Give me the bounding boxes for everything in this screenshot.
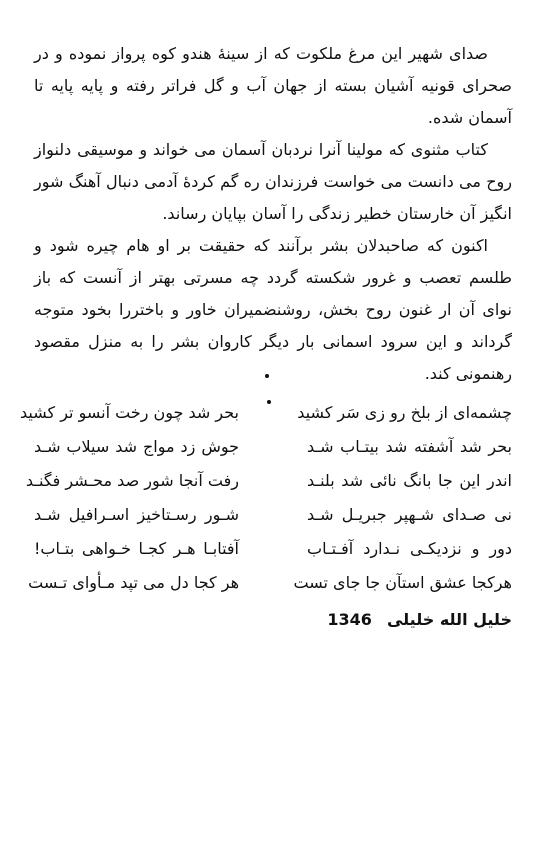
poem-couplet-4	[34, 498, 512, 532]
poem-couplet-6	[28, 566, 512, 600]
hemistich-left: آفتابـا هـر کجـا خـواهی بتـاب!	[34, 539, 239, 558]
poem-couplet-1	[20, 396, 512, 430]
hemistich-left: جوش زد مواج شد سیلاب شـد	[34, 437, 239, 456]
preface-text	[34, 38, 512, 390]
paragraph-2: کتاب مثنوی که مولینا آنرا نردبان آسمان می خواند و موسیقی دلنواز روح می دانست می خواست فرزندان ره گم کردۀ آدمی دنبال آهنگ شور انگیز آن خارستان خطیر زندگی را آسان بپایان رساند.	[34, 140, 512, 223]
hemistich-right: چشمه‌ای از بلخ رو زی سَر کشید	[297, 403, 512, 422]
paragraph-1: صدای شهیر این مرغ ملکوت که از سینۀ هندو کوه پرواز نموده و در صحرای قونیه آشیان بسته از جهان آب و گل فراتر رفته و پایه پایه تا آسمان شده.	[34, 44, 512, 127]
author-name: خلیل الله خلیلی	[386, 610, 512, 629]
hemistich-left: رفت آنجا شور صد محـشر فگنـد	[25, 471, 239, 490]
poem-couplet-5	[34, 532, 512, 566]
hemistich-right: هرکجا عشق استآن جا جای تست	[293, 573, 512, 592]
hemistich-left: هر کجا دل می تپد مـأوای تـست	[28, 573, 239, 592]
paragraph-3: اکنون که صاحبدلان بشر برآنند که حقیقت بر او هام چیره شود و طلسم تعصب و غرور شکسته گردد چه مسرتی بهتر از آنست که باز نوای آن ار غنون روح بخش، روشنضمیران خاور و باختررا بخود متوجه گرداند و این سرود اسمانی بار دیگر کاروان بشر را به منزل مقصود رهنمونی کند.	[34, 236, 512, 383]
hemistich-right: نی صـدای شـهپر جبریـل شـد	[307, 505, 512, 524]
hemistich-right: دور و نزدیکـی نـدارد آفـتـاب	[307, 539, 512, 558]
poem-couplet-3	[25, 464, 512, 498]
hemistich-left: شـور رسـتاخیز اسـرافیل شـد	[34, 505, 239, 524]
hemistich-left: بحر شد چون رخت آنسو تر کشید	[20, 403, 239, 422]
ink-dot-mark	[265, 374, 269, 378]
poem	[20, 396, 512, 600]
hemistich-right: اندر این جا بانگ نائی شد بلنـد	[307, 471, 512, 490]
poem-couplet-2	[34, 430, 512, 464]
author-signature	[34, 604, 512, 636]
signature-year: 1346	[327, 610, 372, 629]
hemistich-right: بحر شد آشفته شد بیتـاب شـد	[307, 437, 512, 456]
